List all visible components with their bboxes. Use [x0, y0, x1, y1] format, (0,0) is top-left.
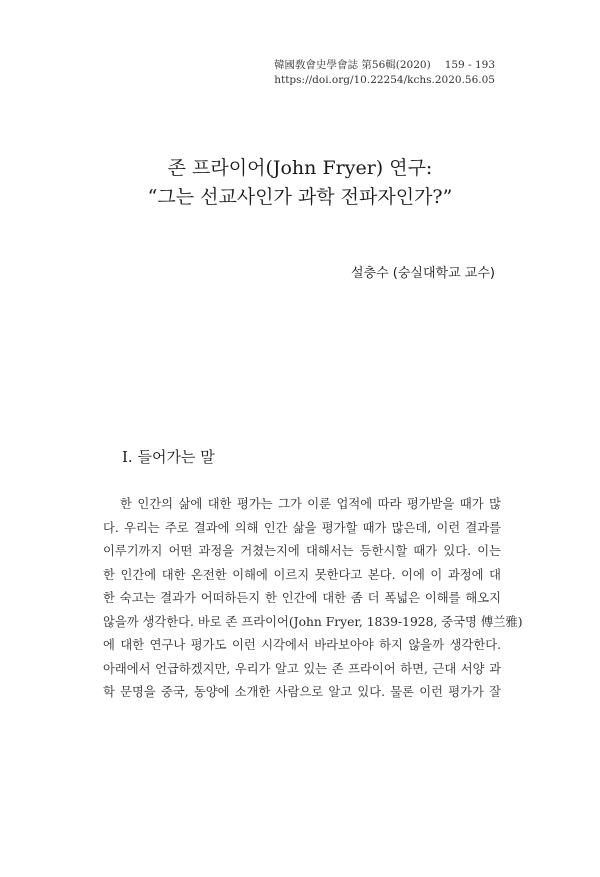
page-range: 159 - 193 [444, 59, 495, 71]
title-line-1: 존 프라이어(John Fryer) 연구: [167, 157, 433, 179]
body-line: 한 인간에 대한 온전한 이해에 이르지 못한다고 본다. 이에 이 과정에 대 [103, 567, 501, 582]
title-line-2: “그는 선교사인가 과학 전파자인가?” [147, 186, 453, 208]
body-line: 한 숙고는 결과가 어떠하든지 한 인간에 대한 좀 더 폭넓은 이해를 해오지 [103, 591, 501, 605]
body-paragraph [103, 493, 523, 705]
body-line: 이루기까지 어떤 과정을 거쳤는지에 대해서는 등한시할 때가 있다. 이는 [103, 544, 501, 558]
journal-name: 韓國敎會史學會誌 第56輯(2020) [274, 59, 431, 71]
running-header [266, 58, 495, 88]
body-line: 에 대한 연구나 평가도 이런 시각에서 바라보아야 하지 않을까 생각한다. [103, 638, 501, 652]
body-line: 한 인간의 삶에 대한 평가는 그가 이룬 업적에 따라 평가받을 때가 많 [120, 497, 501, 511]
journal-citation [266, 58, 495, 73]
section-heading: I. 들어가는 말 [122, 448, 215, 466]
body-line: 않을까 생각한다. 바로 존 프라이어(John Fryer, 1839-1928, 중국명 傅兰雅) [103, 614, 523, 629]
body-line: 다. 우리는 주로 결과에 의해 인간 삶을 평가할 때가 많은데, 이런 결과를 [103, 520, 501, 535]
body-line: 학 문명을 중국, 동양에 소개한 사람으로 알고 있다. 물론 이런 평가가 잘 [103, 685, 501, 699]
paper-title [0, 154, 600, 212]
body-line: 아래에서 언급하겠지만, 우리가 알고 있는 존 프라이어 하면, 근대 서양 과 [103, 661, 501, 676]
author-affiliation: 설충수 (숭실대학교 교수) [351, 266, 495, 281]
doi-link[interactable]: https://doi.org/10.22254/kchs.2020.56.05 [274, 74, 495, 86]
